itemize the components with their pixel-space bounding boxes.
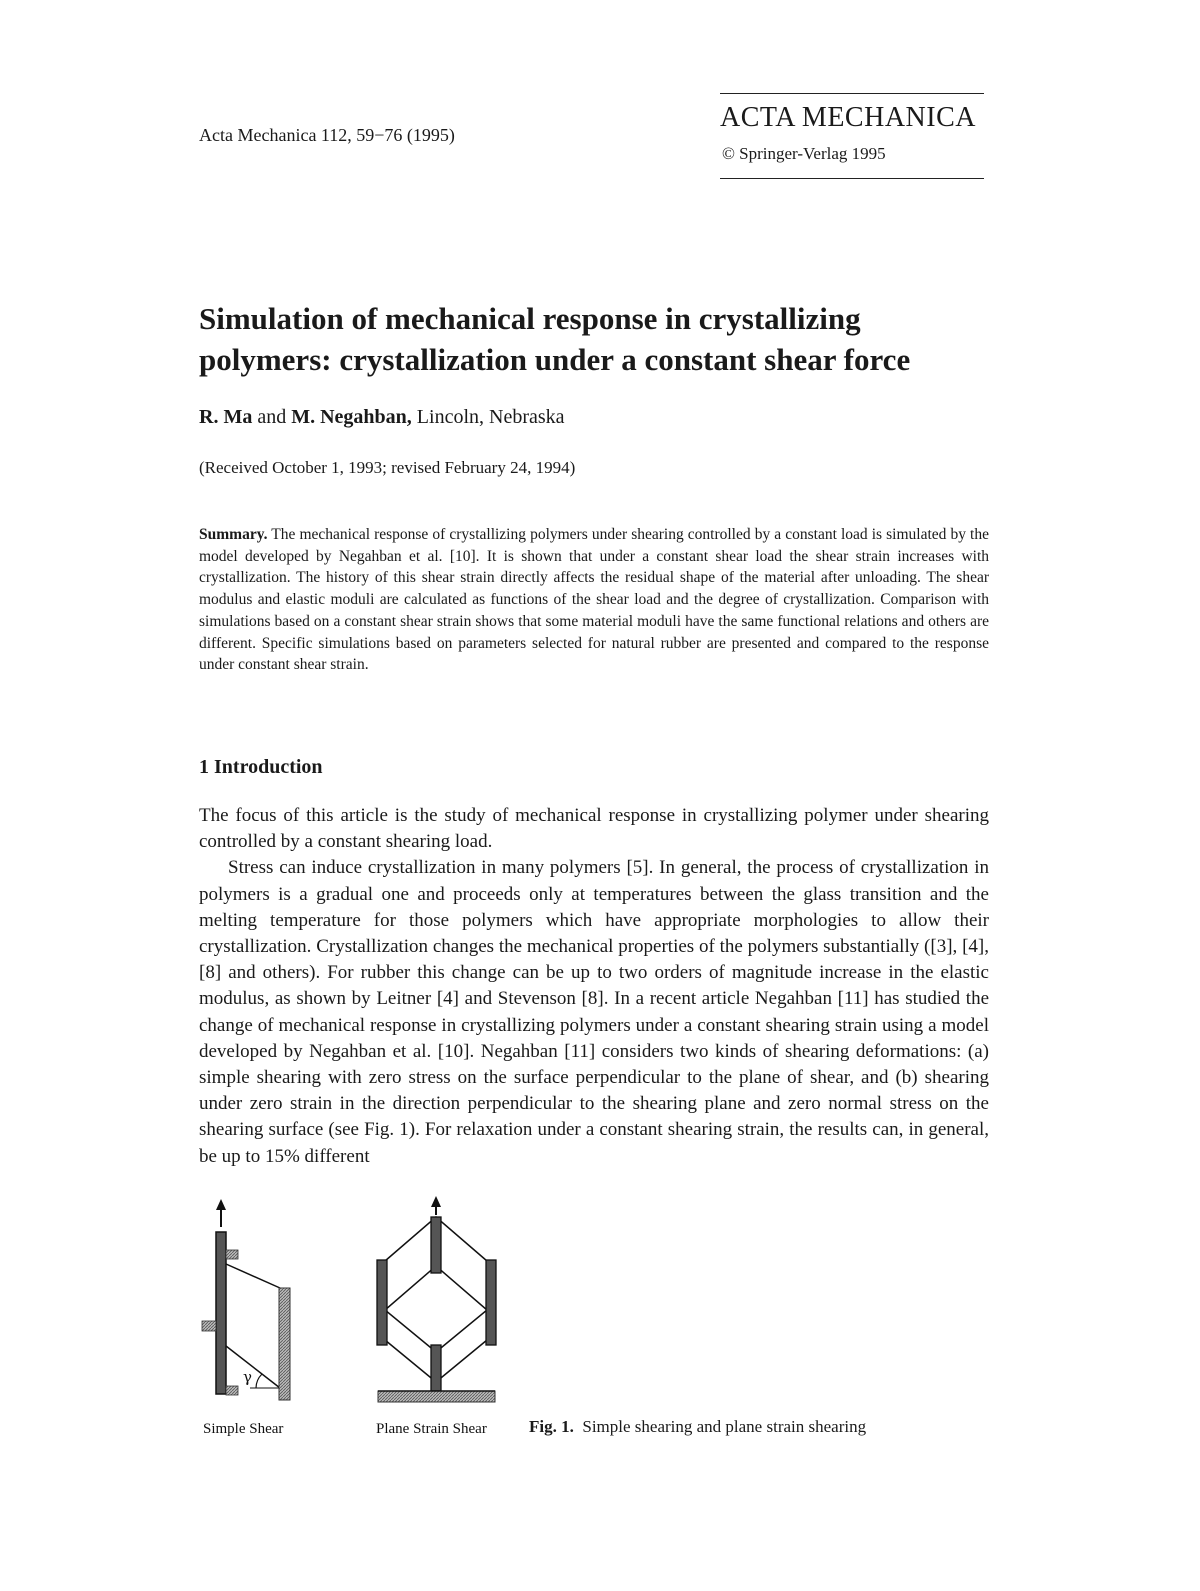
- journal-name: ACTA MECHANICA: [720, 102, 976, 133]
- gamma-symbol: γ: [243, 1368, 252, 1386]
- body-paragraph: The focus of this article is the study of mechanical response in crystallizing polymer under shearing controlled by a constant shearing load.: [199, 805, 989, 853]
- specimen-edge: [226, 1264, 280, 1288]
- moving-plate: [216, 1232, 226, 1394]
- received-dates: (Received October 1, 1993; revised February 24, 1994): [199, 458, 576, 477]
- masthead-top-rule: [720, 93, 984, 94]
- author-2: M. Negahban,: [291, 406, 412, 428]
- arrow-head: [431, 1196, 441, 1207]
- clamp: [226, 1250, 238, 1259]
- figure-caption-label: Fig. 1.: [529, 1417, 574, 1436]
- section-body: [199, 803, 989, 1170]
- journal-masthead: [720, 93, 984, 179]
- inner-diamond: [385, 1266, 487, 1352]
- simple-shear-diagram: [202, 1199, 290, 1400]
- figure-caption: [529, 1417, 866, 1437]
- side-plate: [377, 1260, 387, 1345]
- ground-base: [378, 1391, 495, 1402]
- summary-text: The mechanical response of crystallizing polymers under shearing controlled by a constant load is simulated by the model developed by Negahban et al. [10]. It is shown that under a constant shear load the shear strain increases with crystallization. The history of this shear strain directly affects the residual shape of the material after unloading. The shear modulus and elastic moduli are calculated as functions of the shear load and the degree of crystallization. Comparison with simulations based on a constant shear strain shows that some material moduli have the same functional relations and others are different. Specific simulations based on parameters selected for natural rubber are presented and compared to the response under constant shear strain.: [199, 526, 989, 674]
- simple-shear-label: Simple Shear: [203, 1421, 284, 1437]
- arrow-head: [216, 1199, 226, 1210]
- specimen-edge: [226, 1346, 280, 1388]
- center-plate: [431, 1217, 441, 1273]
- author-connector: and: [257, 406, 287, 428]
- masthead-bottom-rule: [720, 178, 984, 179]
- figure-1-diagram: [190, 1190, 520, 1450]
- copyright-notice: © Springer-Verlag 1995: [722, 144, 886, 163]
- clamp: [226, 1386, 238, 1395]
- section-heading: 1 Introduction: [199, 756, 323, 778]
- summary-abstract: [199, 524, 989, 676]
- figure-caption-text: Simple shearing and plane strain shearing: [582, 1417, 867, 1436]
- body-paragraph: Stress can induce crystallization in many polymers [5]. In general, the process of crystallization in polymers is a gradual one and proceeds only at temperatures between the glass transition and the melting temperature for those polymers which have appropriate morphologies to allow their crystallization. Crystallization changes the mechanical properties of the polymers substantially ([3], [4], [8] and others). For rubber this change can be up to two orders of magnitude increase in the elastic modulus, as shown by Leitner [4] and Stevenson [8]. In a recent article Negahban [11] has studied the change of mechanical response in crystallizing polymers under a constant shearing strain using a model developed by Negahban et al. [10]. Negahban [11] considers two kinds of shearing deformations: (a) simple shearing with zero stress on the surface perpendicular to the plane of shear, and (b) shearing under zero strain in the direction perpendicular to the shearing plane and zero normal stress on the shearing surface (see Fig. 1). For relaxation under a constant shearing strain, the results can, in general, be up to 15% different: [199, 857, 989, 1167]
- plane-strain-shear-label: Plane Strain Shear: [376, 1421, 487, 1437]
- side-plate: [486, 1260, 496, 1345]
- plane-strain-shear-diagram: [377, 1196, 496, 1402]
- author-line: [199, 406, 565, 429]
- center-plate: [431, 1345, 441, 1391]
- shear-angle-arc: [256, 1374, 262, 1388]
- author-affiliation: Lincoln, Nebraska: [416, 406, 565, 428]
- clamp: [202, 1321, 216, 1331]
- summary-label: Summary.: [199, 526, 268, 543]
- fixed-wall: [279, 1288, 290, 1400]
- journal-citation: Acta Mechanica 112, 59−76 (1995): [199, 125, 455, 145]
- article-title: Simulation of mechanical response in crystallizing polymers: crystallization under a constant shear force: [199, 301, 911, 377]
- author-1: R. Ma: [199, 406, 253, 428]
